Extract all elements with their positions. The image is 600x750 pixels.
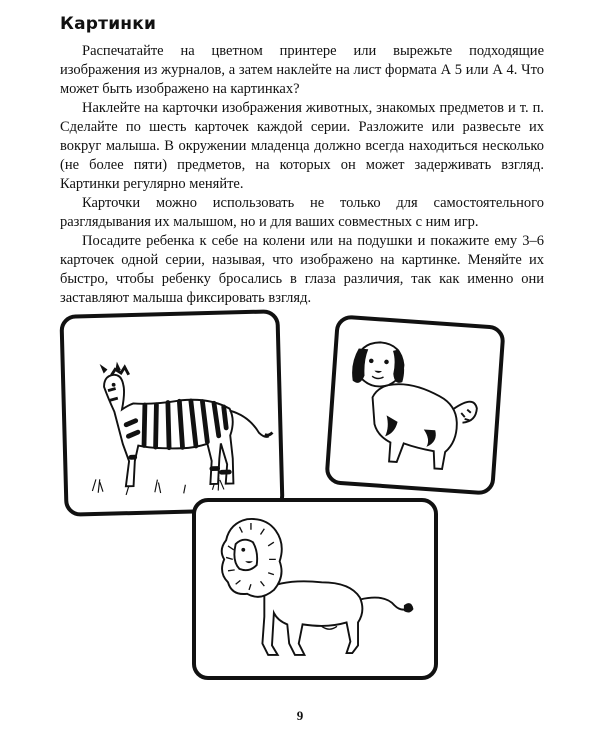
- zebra-illustration: [63, 313, 280, 512]
- dog-card: [324, 314, 505, 495]
- body-text: [60, 42, 544, 308]
- lion-card: [192, 498, 438, 680]
- zebra-card: [59, 309, 284, 517]
- paragraph: Посадите ребенка к себе на колени или на подушки и покажите ему 3–6 карточек одной серии, называя, что изображено на картинке. Меняйте их быстро, чтобы ребенку бросались в глаза различия, так как именно они заставляют малыша фиксировать взгляд.: [60, 233, 544, 306]
- dog-illustration: [329, 319, 502, 492]
- section-heading: Картинки: [60, 14, 157, 34]
- paragraph: Карточки можно использовать не только для самостоятельного разглядывания их малышом, но и для ваших совместных с ним игр.: [60, 195, 544, 230]
- paragraph: Распечатайте на цветном принтере или вырежьте подходящие изображения из журналов, а затем наклейте на лист формата А 5 или А 4. Что может быть изображено на картинках?: [60, 43, 544, 97]
- lion-illustration: [196, 502, 434, 676]
- page-number: 9: [296, 708, 304, 723]
- paragraph: Наклейте на карточки изображения животных, знакомых предметов и т. п. Сделайте по шесть карточек каждой серии. Разложите или развесьте их вокруг малыша. В окружении младенца должно всегда находиться несколько (не более пяти) предметов, на которых он может задерживать взгляд. Картинки регулярно меняйте.: [60, 100, 544, 192]
